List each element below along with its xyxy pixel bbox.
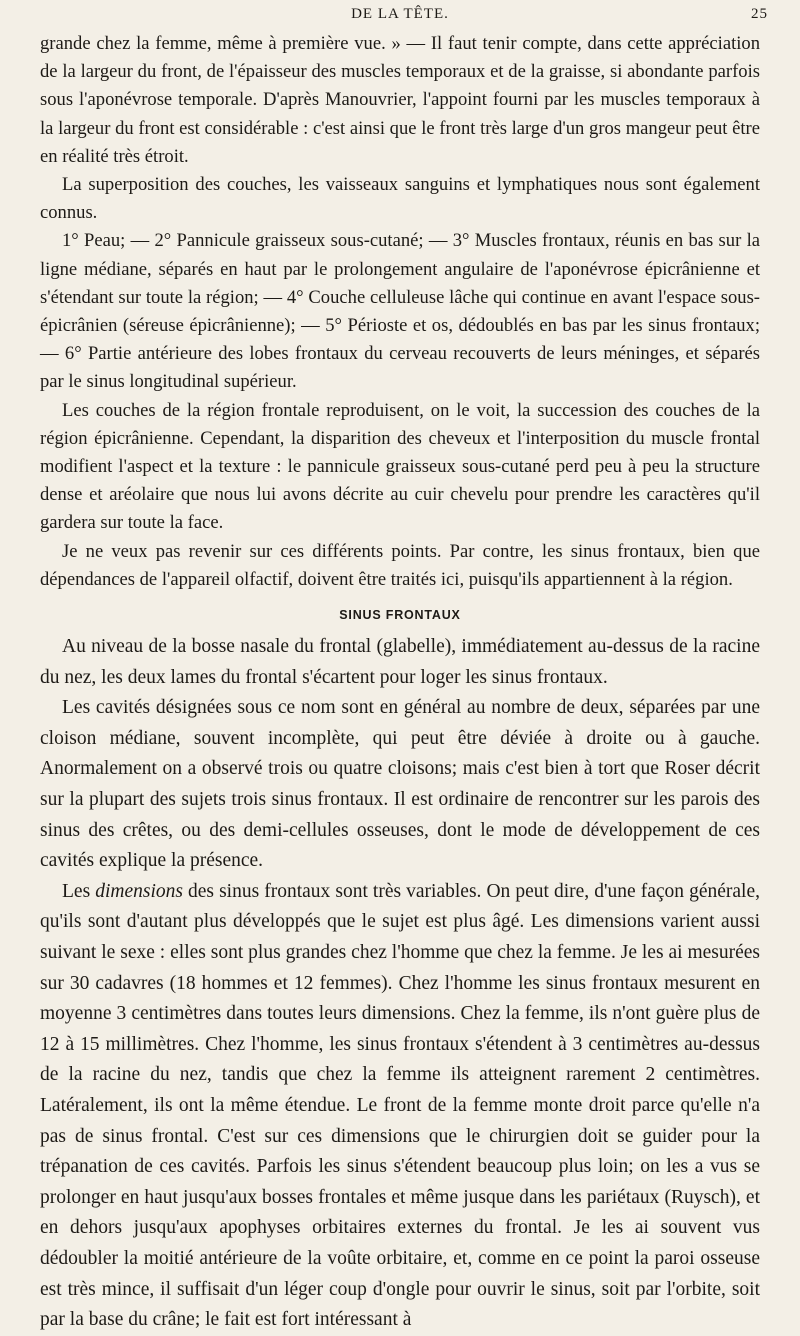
paragraph: Je ne veux pas revenir sur ces différents points. Par contre, les sinus frontaux, bien que dépendances de l'appareil olfactif, doivent être traités ici, puisqu'ils appartiennent à la région. (40, 540, 760, 590)
emphasis-dimensions: dimensions (95, 880, 183, 902)
running-head (40, 6, 768, 30)
section-heading: SINUS FRONTAUX (339, 608, 461, 623)
paragraph-body: des sinus frontaux sont très variables. On peut dire, d'une façon générale, qu'ils sont d'autant plus développés que le sujet est plus âgé. Les dimensions varient aussi suivant le sexe : elles sont plus grandes chez l'homme que chez la femme. Je les ai mesurées sur 30 cadavres (18 hommes et 12 femmes). Chez l'homme les sinus frontaux mesurent en moyenne 3 centimètres dans toutes leurs dimensions. Chez la femme, ils n'ont guère plus de 12 à 15 millimètres. Chez l'homme, les sinus frontaux s'étendent à 3 centimètres au-dessus de la racine du nez, tandis que chez la femme ils atteignent rarement 2 centimètres. Latéralement, ils ont la même étendue. Le front de la femme monte droit parce qu'elle n'a pas de sinus frontal. C'est sur ces dimensions que le chirurgien doit se guider pour la trépanation de ces cavités. Parfois les sinus s'étendent beaucoup plus loin; on les a vus se prolonger en haut jusqu'aux bosses frontales et même jusque dans les pariétaux (Ruysch), et en dehors jusqu'aux apophyses orbitaires externes du frontal. Je les ai souvent vus dédoubler la moitié antérieure de la voûte orbitaire, et, comme en ce point la paroi osseuse est très mince, il suffisait d'un léger coup d'ongle pour ouvrir le sinus, soit par l'orbite, soit par la base du crâne; le fait est fort intéressant à (40, 880, 760, 1331)
body-text-lower (40, 632, 760, 1336)
paragraph: Les couches de la région frontale reproduisent, on le voit, la succession des couches de la région épicrânienne. Cependant, la disparition des cheveux et l'interposition du muscle frontal modifient l'aspect et la texture : le pannicule graisseux sous-cutané perd peu à peu la structure dense et aréolaire que nous lui avons décrite au cuir chevelu pour prendre les caractères qu'il gardera sur toute la face. (40, 399, 760, 534)
running-head-title: DE LA TÊTE. (351, 6, 449, 22)
paragraph: Au niveau de la bosse nasale du frontal (glabelle), immédiatement au-dessus de la racine du nez, les deux lames du frontal s'écartent pour loger les sinus frontaux. (40, 636, 760, 688)
paragraph: Les cavités désignées sous ce nom sont en général au nombre de deux, séparées par une cloison médiane, souvent incomplète, qui peut être déviée à droite ou à gauche. Anormalement on a observé trois ou quatre cloisons; mais c'est bien à tort que Roser décrit sur la plupart des sujets trois sinus frontaux. Il est ordinaire de rencontrer sur les parois des sinus des crêtes, ou des demi-cellules osseuses, dont le mode de développement de ces cavités explique la présence. (40, 697, 760, 872)
paragraph: grande chez la femme, même à première vue. » — Il faut tenir compte, dans cette appréciation de la largeur du front, de l'épaisseur des muscles temporaux et de la graisse, si abondante parfois sous l'aponévrose temporale. D'après Manouvrier, l'appoint fourni par les muscles temporaux à la largeur du front est considérable : c'est ainsi que le front très large d'un gros mangeur peut être en réalité très étroit. (40, 33, 760, 167)
paragraph (40, 877, 760, 1336)
paragraph-lead: Les (62, 880, 96, 902)
body-text-upper (40, 30, 760, 594)
upper-section (40, 30, 760, 594)
page-number: 25 (751, 6, 768, 22)
paragraph: La superposition des couches, les vaisseaux sanguins et lymphatiques nous sont également connus. (40, 174, 760, 224)
paragraph: 1° Peau; — 2° Pannicule graisseux sous-cutané; — 3° Muscles frontaux, réunis en bas sur la ligne médiane, séparés en haut par le prolongement angulaire de l'aponévrose épicrânienne et s'étendant sur toute la région; — 4° Couche celluleuse lâche qui continue en avant l'espace sous-épicrânien (séreuse épicrânienne); — 5° Périoste et os, dédoublés en bas par les sinus frontaux; — 6° Partie antérieure des lobes frontaux du cerveau recouverts de leurs méninges, et séparés par le sinus longitudinal supérieur. (40, 230, 760, 393)
